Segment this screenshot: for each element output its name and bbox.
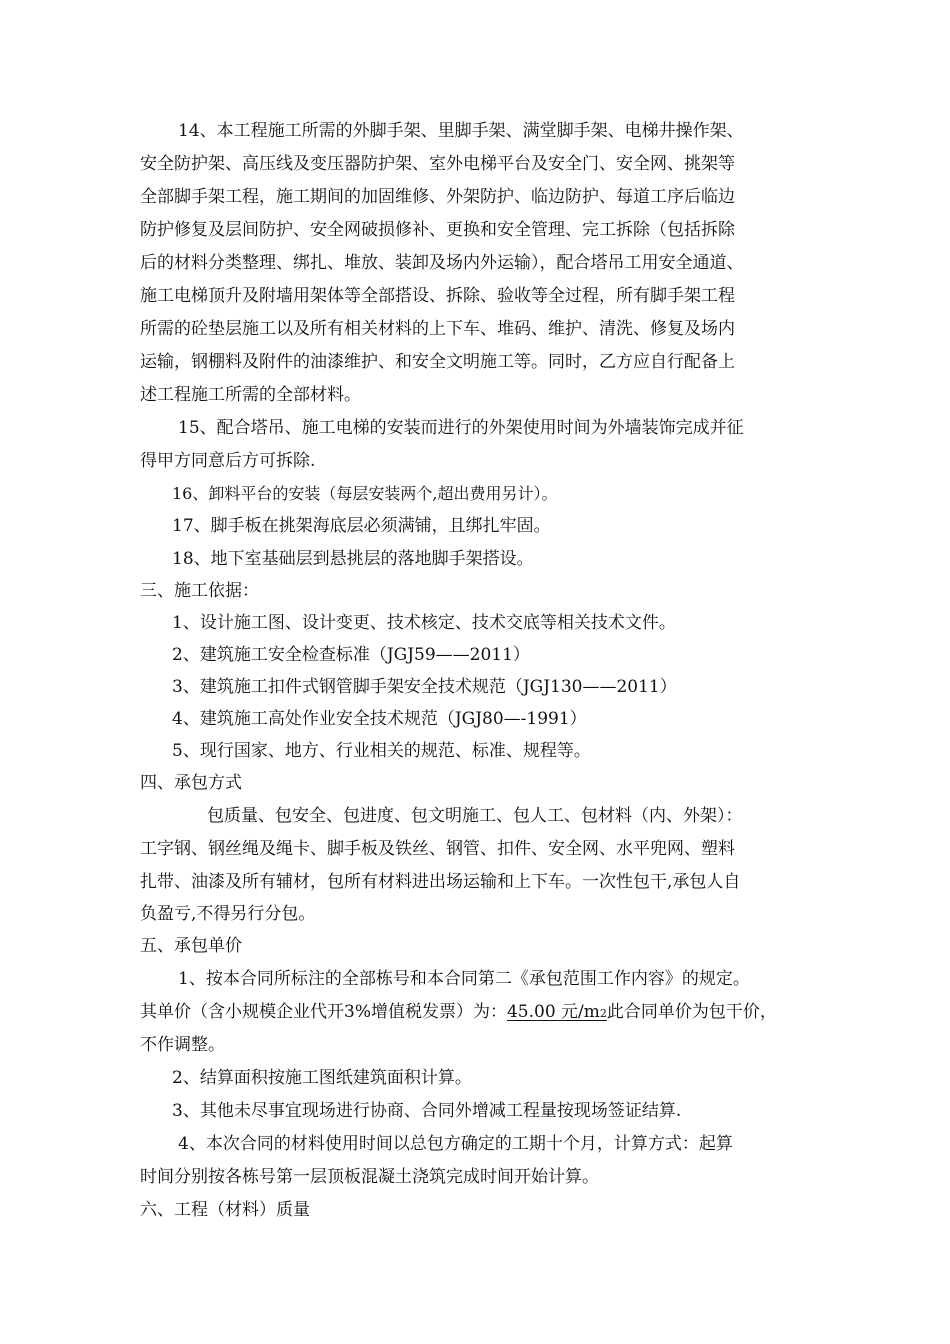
section-3-item-3: 3、建筑施工扣件式钢管脚手架安全技术规范（JGJ130——2011）: [172, 677, 677, 697]
unit-price-value: [507, 1002, 607, 1022]
unit-price-tail: 此合同单价为包干价，: [606, 1002, 777, 1022]
item-14-line-7: 所需的砼垫层施工以及所有相关材料的上下车、堆码、维护、清洗、修复及场内: [140, 319, 735, 339]
section-5-item-3: 3、其他未尽事宜现场进行协商、合同外增减工程量按现场签证结算.: [172, 1101, 682, 1121]
section-5-item-1-line-3: 不作调整。: [140, 1035, 225, 1055]
section-5-item-1-line-1: 1、按本合同所标注的全部栋号和本合同第二《承包范围工作内容》的规定。: [178, 969, 750, 989]
section-4-line-4: 负盈亏,不得另行分包。: [140, 904, 316, 924]
section-3-heading: 三、施工依据：: [140, 581, 259, 601]
unit-price-intro: 其单价（含小规模企业代开3%增值税发票）为：: [140, 1002, 507, 1022]
item-14-line-1: 14、本工程施工所需的外脚手架、里脚手架、满堂脚手架、电梯井操作架、: [178, 121, 744, 141]
section-3-item-1: 1、设计施工图、设计变更、技术核定、技术交底等相关技术文件。: [172, 613, 676, 633]
section-5-item-1-line-2: [140, 1001, 830, 1025]
section-4-line-3: 扎带、油漆及所有辅材，包所有材料进出场运输和上下车。一次性包干,承包人自: [140, 872, 741, 892]
item-17: 17、脚手板在挑架海底层必须满铺，且绑扎牢固。: [172, 516, 551, 536]
section-3-item-2: 2、建筑施工安全检查标准（JGJ59——2011）: [172, 645, 530, 665]
section-5-item-2: 2、结算面积按施工图纸建筑面积计算。: [172, 1068, 472, 1088]
item-16-text: 16、卸料平台的安装（每层安装两个,超出费用另计）。: [172, 484, 558, 503]
item-14-line-8: 运输，钢棚料及附件的油漆维护、和安全文明施工等。同时，乙方应自行配备上: [140, 352, 735, 372]
item-16: [172, 483, 862, 505]
item-14-line-5: 后的材料分类整理、绑扎、堆放、装卸及场内外运输），配合塔吊工用安全通道、: [140, 253, 744, 273]
section-3-item-5: 5、现行国家、地方、行业相关的规范、标准、规程等。: [172, 741, 591, 761]
item-14-line-4: 防护修复及层间防护、安全网破损修补、更换和安全管理、完工拆除（包括拆除: [140, 220, 735, 240]
item-14-line-3: 全部脚手架工程，施工期间的加固维修、外架防护、临边防护、每道工序后临边: [140, 187, 735, 207]
section-6-heading: 六、工程（材料）质量: [140, 1200, 310, 1220]
unit-price-sub: 2: [599, 1007, 607, 1020]
section-4-line-1: 包质量、包安全、包进度、包文明施工、包人工、包材料（内、外架）：: [207, 806, 743, 826]
section-5-heading: 五、承包单价: [140, 936, 242, 956]
item-14-line-6: 施工电梯顶升及附墙用架体等全部搭设、拆除、验收等全过程，所有脚手架工程: [140, 286, 735, 306]
section-5-item-4-line-2: 时间分别按各栋号第一层顶板混凝土浇筑完成时间开始计算。: [140, 1167, 599, 1187]
unit-price-amount: 45.00 元/m: [506, 1002, 600, 1022]
section-5-item-4-line-1: 4、本次合同的材料使用时间以总包方确定的工期十个月，计算方式：起算: [178, 1134, 733, 1154]
item-14-line-9: 述工程施工所需的全部材料。: [140, 385, 361, 405]
section-4-line-2: 工字钢、钢丝绳及绳卡、脚手板及铁丝、钢管、扣件、安全网、水平兜网、塑料: [140, 839, 735, 859]
item-18: 18、地下室基础层到悬挑层的落地脚手架搭设。: [172, 549, 534, 569]
item-15-line-2: 得甲方同意后方可拆除.: [140, 451, 316, 471]
item-15-line-1: 15、配合塔吊、施工电梯的安装而进行的外架使用时间为外墙装饰完成并征: [178, 418, 744, 438]
section-3-item-4: 4、建筑施工高处作业安全技术规范（JGJ80—-1991）: [172, 709, 587, 729]
section-4-heading: 四、承包方式: [140, 773, 242, 793]
item-14-line-2: 安全防护架、高压线及变压器防护架、室外电梯平台及安全门、安全网、挑架等: [140, 154, 735, 174]
